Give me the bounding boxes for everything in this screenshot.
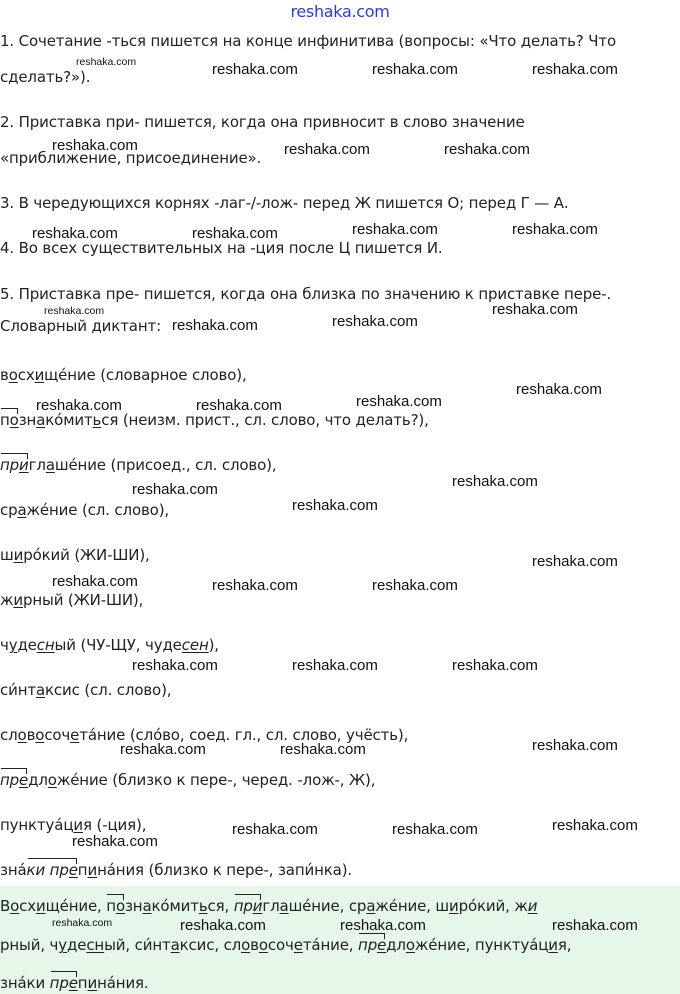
watermark: reshaka.com [132, 481, 218, 498]
watermark: reshaka.com [292, 657, 378, 674]
dictation-item-12: зна́ки препина́ния (близко к пере-, запи́нка). [0, 861, 353, 879]
watermark: reshaka.com [212, 61, 298, 78]
watermark: reshaka.com [196, 397, 282, 414]
watermark: reshaka.com [452, 657, 538, 674]
dictation-item-10: предложе́ние (близко к пере-, черед. -лож-, Ж), [0, 771, 376, 789]
watermark: reshaka.com [332, 313, 418, 330]
watermark: reshaka.com [372, 577, 458, 594]
watermark: reshaka.com [180, 917, 266, 934]
rule-5: 5. Приставка пре- пишется, когда она близка по значению к приставке пере-. [0, 285, 612, 303]
dictation-item-3: приглаше́ние (присоед., сл. слово), [0, 456, 277, 474]
watermark: reshaka.com [172, 317, 258, 334]
rule-3: 3. В чередующихся корнях -лаг-/-лож- перед Ж пишется О; перед Г — А. [0, 194, 569, 212]
watermark: reshaka.com [492, 301, 578, 318]
watermark: reshaka.com [444, 141, 530, 158]
dictation-item-6: жирный (ЖИ-ШИ), [0, 591, 144, 609]
watermark: reshaka.com [292, 497, 378, 514]
rule-2-line-2: «приближение, присоединение». [0, 149, 262, 167]
watermark: reshaka.com [132, 657, 218, 674]
dictation-item-4: сраже́ние (сл. слово), [0, 501, 170, 519]
watermark: reshaka.com [532, 61, 618, 78]
watermark: reshaka.com [76, 56, 137, 68]
dictation-item-1: восхище́ние (словарное слово), [0, 366, 247, 384]
watermark: reshaka.com [352, 221, 438, 238]
watermark: reshaka.com [392, 821, 478, 838]
watermark: reshaka.com [552, 817, 638, 834]
watermark: reshaka.com [72, 833, 158, 850]
dictation-item-9: словосочета́ние (сло́во, соед. гл., сл. слово, учёсть), [0, 726, 409, 744]
dictation-item-8: си́нтаксис (сл. слово), [0, 681, 172, 699]
dictation-title: Словарный диктант: [0, 317, 161, 335]
watermark: reshaka.com [44, 305, 105, 317]
watermark: reshaka.com [32, 225, 118, 242]
watermark: reshaka.com [192, 225, 278, 242]
site-header[interactable]: reshaka.com [290, 2, 390, 21]
watermark: reshaka.com [532, 553, 618, 570]
dictation-item-11: пунктуа́ция (-ция), [0, 816, 147, 834]
watermark: reshaka.com [212, 577, 298, 594]
rule-1-line-2: сделать?»). [0, 68, 91, 86]
watermark: reshaka.com [516, 381, 602, 398]
watermark: reshaka.com [356, 393, 442, 410]
watermark: reshaka.com [552, 917, 638, 934]
watermark: reshaka.com [512, 221, 598, 238]
watermark: reshaka.com [340, 917, 426, 934]
dictation-item-7: чудесный (ЧУ-ЩУ, чудесен), [0, 636, 219, 654]
watermark: reshaka.com [52, 573, 138, 590]
watermark: reshaka.com [232, 821, 318, 838]
dictation-item-2: познако́миться (неизм. прист., сл. слово, что делать?), [0, 411, 429, 429]
rule-1-line-1: 1. Сочетание -ться пишется на конце инфинитива (вопросы: «Что делать? Что [0, 32, 616, 50]
watermark: reshaka.com [120, 741, 206, 758]
dictation-item-5: широ́кий (ЖИ-ШИ), [0, 546, 150, 564]
watermark: reshaka.com [280, 741, 366, 758]
answer-line-1: Восхище́ние, познако́миться, приглаше́ние, сраже́ние, широ́кий, жи [0, 897, 538, 915]
rule-2-line-1: 2. Приставка при- пишется, когда она привносит в слово значение [0, 113, 525, 131]
answer-line-3: зна́ки препина́ния. [0, 974, 149, 992]
watermark: reshaka.com [452, 473, 538, 490]
watermark: reshaka.com [532, 737, 618, 754]
watermark: reshaka.com [284, 141, 370, 158]
watermark: reshaka.com [36, 397, 122, 414]
answer-line-2: рный, чудесный, си́нтаксис, словосочета́ние, предложе́ние, пунктуа́ция, [0, 936, 572, 954]
watermark: reshaka.com [52, 137, 138, 154]
rule-4: 4. Во всех существительных на -ция после Ц пишется И. [0, 239, 443, 257]
watermark: reshaka.com [52, 917, 113, 929]
watermark: reshaka.com [372, 61, 458, 78]
